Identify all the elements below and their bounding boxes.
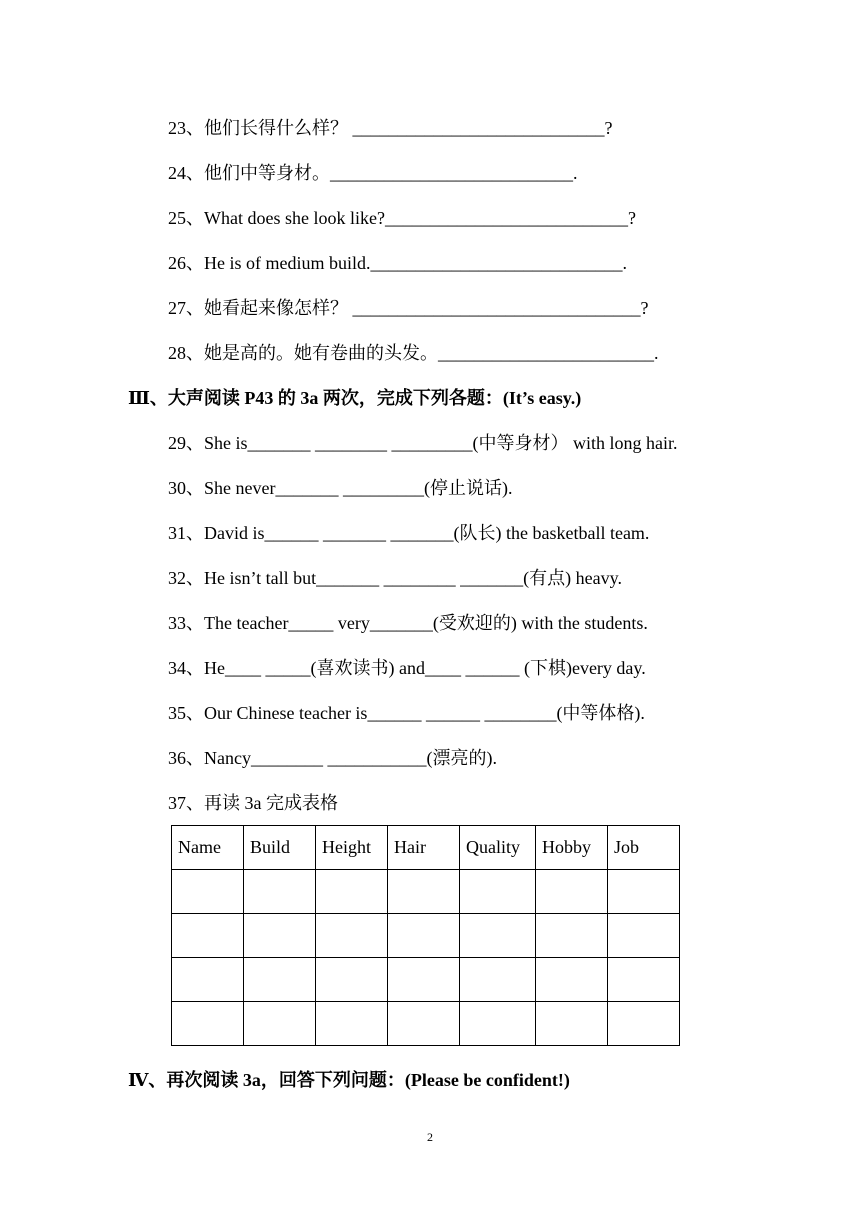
- table-row: [172, 914, 680, 958]
- table-header-row: [172, 826, 680, 870]
- table-cell[interactable]: [316, 1002, 388, 1046]
- table-cell[interactable]: [172, 958, 244, 1002]
- table-cell[interactable]: [316, 870, 388, 914]
- table-row: [172, 1002, 680, 1046]
- table-header-cell: Height: [316, 826, 388, 870]
- table-cell[interactable]: [460, 914, 536, 958]
- question-36: 36、Nancy________ ___________(漂亮的).: [168, 748, 497, 768]
- table-cell[interactable]: [608, 958, 680, 1002]
- table-cell[interactable]: [608, 1002, 680, 1046]
- table-cell[interactable]: [172, 914, 244, 958]
- table-cell[interactable]: [172, 870, 244, 914]
- question-37: 37、再读 3a 完成表格: [168, 793, 338, 813]
- question-25: 25、What does she look like?___________________________?: [168, 208, 636, 228]
- table-cell[interactable]: [536, 958, 608, 1002]
- table-cell[interactable]: [316, 914, 388, 958]
- table-header-cell: Hair: [388, 826, 460, 870]
- question-29: 29、She is_______ ________ _________(中等身材） with long hair.: [168, 433, 678, 453]
- question-30: 30、She never_______ _________(停止说话).: [168, 478, 513, 498]
- table-cell[interactable]: [172, 1002, 244, 1046]
- page-number: 2: [427, 1130, 433, 1144]
- table-cell[interactable]: [244, 914, 316, 958]
- table-cell[interactable]: [244, 958, 316, 1002]
- table-cell[interactable]: [244, 870, 316, 914]
- table-row: [172, 958, 680, 1002]
- question-32: 32、He isn’t tall but_______ ________ _______(有点) heavy.: [168, 568, 622, 588]
- table-header-cell: Name: [172, 826, 244, 870]
- table-cell[interactable]: [608, 870, 680, 914]
- table-header-cell: Job: [608, 826, 680, 870]
- question-35: 35、Our Chinese teacher is______ ______ ________(中等体格).: [168, 703, 645, 723]
- table-cell[interactable]: [536, 914, 608, 958]
- table-cell[interactable]: [316, 958, 388, 1002]
- table-header-cell: Quality: [460, 826, 536, 870]
- question-34: 34、He____ _____(喜欢读书) and____ ______ (下棋)every day.: [168, 658, 646, 678]
- table-cell[interactable]: [388, 958, 460, 1002]
- table-row: [172, 870, 680, 914]
- table-cell[interactable]: [460, 870, 536, 914]
- question-33: 33、The teacher_____ very_______(受欢迎的) with the students.: [168, 613, 648, 633]
- question-26: 26、He is of medium build.____________________________.: [168, 253, 627, 273]
- table-cell[interactable]: [608, 914, 680, 958]
- section-4-heading: Ⅳ、再次阅读 3a，回答下列问题：(Please be confident!): [128, 1070, 570, 1090]
- table-cell[interactable]: [460, 958, 536, 1002]
- section-3-heading: Ⅲ、大声阅读 P43 的 3a 两次，完成下列各题：(It’s easy.): [128, 388, 582, 408]
- question-28: 28、她是高的。她有卷曲的头发。________________________.: [168, 343, 659, 363]
- table-cell[interactable]: [388, 870, 460, 914]
- table-cell[interactable]: [536, 1002, 608, 1046]
- question-31: 31、David is______ _______ _______(队长) the basketball team.: [168, 523, 650, 543]
- table-cell[interactable]: [388, 914, 460, 958]
- table-cell[interactable]: [388, 1002, 460, 1046]
- question-23: 23、他们长得什么样？ ____________________________?: [168, 118, 613, 138]
- question-27: 27、她看起来像怎样？ ________________________________?: [168, 298, 649, 318]
- table-cell[interactable]: [460, 1002, 536, 1046]
- table-cell[interactable]: [536, 870, 608, 914]
- profile-table: [171, 825, 680, 1046]
- table-cell[interactable]: [244, 1002, 316, 1046]
- question-24: 24、他们中等身材。___________________________.: [168, 163, 578, 183]
- table-header-cell: Hobby: [536, 826, 608, 870]
- table-header-cell: Build: [244, 826, 316, 870]
